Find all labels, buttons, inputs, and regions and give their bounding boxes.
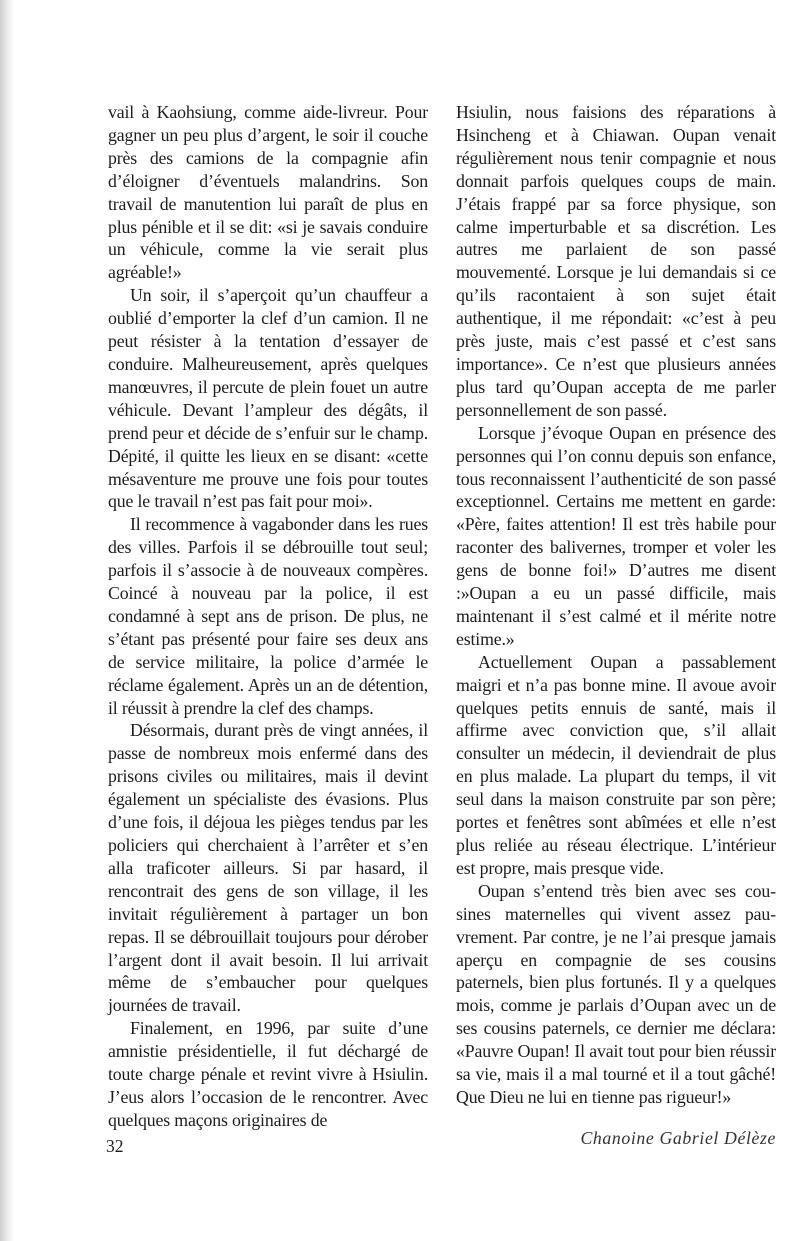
paragraph: Un soir, il s’aperçoit qu’un chauffeur a oublié d’emporter la clef d’un camion. Il ne peut résister à la tentation d’essayer de conduire. Malheureusement, après quelques manœuvres, il percute de plein fouet un autre véhicule. Devant l’ampleur des dégâts, il prend peur et décide de s’enfuir sur le champ. Dépité, il quitte les lieux en se disant: «cette mésaventure me prouve une fois pour toutes que le travail n’est pas fait pour moi». — [108, 285, 428, 512]
paragraph: Désormais, durant près de vingt années, il passe de nombreux mois enfermé dans des prisons civiles ou militaires, mais il devint également un spécialiste des évasions. Plus d’une fois, il déjoua les pièges tendus par les policiers qui cherchaient à l’arrêter et s’en alla traficoter ailleurs. Si par hasard, il rencontrait des gens de son village, il les invitait régulièrement à partager un bon repas. Il se débrouillait toujours pour dérober l’argent dont il avait besoin. Il lui arrivait même de s’embaucher pour quelques journées de travail. — [108, 720, 428, 1016]
paragraph: Il recommence à vagabonder dans les rues des villes. Parfois il se débrouille tout seul; parfois il s’associe à de nouveaux compères. Coincé à nouveau par la police, il est condamné à sept ans de prison. De plus, ne s’étant pas présenté pour faire ses deux ans de service militaire, la police d’armée le réclame également. Après un an de détention, il réussit à prendre la clef des champs. — [108, 514, 428, 718]
paragraph: Hsiulin, nous faisions des réparations à Hsincheng et à Chiawan. Oupan venait régulièrement nous tenir compagnie et nous donnait parfois quelques coups de main. J’étais frappé par sa force physique, son calme imperturbable et sa discrétion. Les autres me parlaient de son passé mouvementé. Lorsque je lui demandais si ce qu’ils racontaient à son sujet était authentique, il me répondait: «c’est à peu près juste, mais c’est passé et c’est sans importance». Ce n’est que plusieurs années plus tard qu’Oupan accepta de me parler personnellement de son passé. — [456, 102, 776, 420]
paragraph: Lorsque j’évoque Oupan en présence des personnes qui l’on connu depuis son enfance, tous reconnaissent l’authenticité de son passé exceptionnel. Certains me mettent en garde: «Père, faites attention! Il est très habile pour raconter des balivernes, tromper et voler les gens de bonne foi!» D’autres me disent :»Oupan a eu un passé difficile, mais maintenant il s’est calmé et il mérite notre estime.» — [456, 422, 776, 649]
author-signature: Chanoine Gabriel Délèze — [580, 1127, 776, 1148]
paragraph: Oupan s’entend très bien avec ses cousines maternelles qui vivent assez pauvrement. Par contre, je ne l’ai presque jamais aperçu en compagnie de ses cousins paternels, bien plus fortunés. Il y a quelques mois, comme je parlais d’Oupan avec un de ses cousins paternels, ce dernier me déclara: «Pauvre Oupan! Il avait tout pour bien réussir sa vie, mais il a mal tourné et il a tout gâché! Que Dieu ne lui en tienne pas rigueur!» — [456, 880, 776, 1107]
right-column — [456, 101, 776, 1150]
paragraph: Actuellement Oupan a passablement maigri et n’a pas bonne mine. Il avoue avoir quelques petits ennuis de santé, mais il affirme avec conviction que, s’il allait consulter un médecin, il deviendrait de plus en plus malade. La plupart du temps, il vit seul dans la maison construite par son père; portes et fenêtres sont abîmées et elle n’est plus reliée au réseau électrique. L’intérieur est propre, mais presque vide. — [456, 651, 776, 878]
left-column — [108, 101, 428, 1132]
page-number: 32 — [106, 1136, 124, 1156]
paragraph: Finalement, en 1996, par suite d’une amnistie présidentielle, il fut déchargé de toute charge pénale et revint vivre à Hsiulin. J’eus alors l’occasion de le rencontrer. Avec quelques maçons originaires de — [108, 1018, 428, 1130]
paragraph: vail à Kaohsiung, comme aide-livreur. Pour gagner un peu plus d’argent, le soir il couche près des camions de la compagnie afin d’éloigner d’éventuels malandrins. Son travail de manutention lui paraît de plus en plus pénible et il se dit: «si je savais conduire un véhicule, comme la vie serait plus agréable!» — [108, 102, 428, 283]
scan-edge-shadow — [0, 0, 14, 1241]
